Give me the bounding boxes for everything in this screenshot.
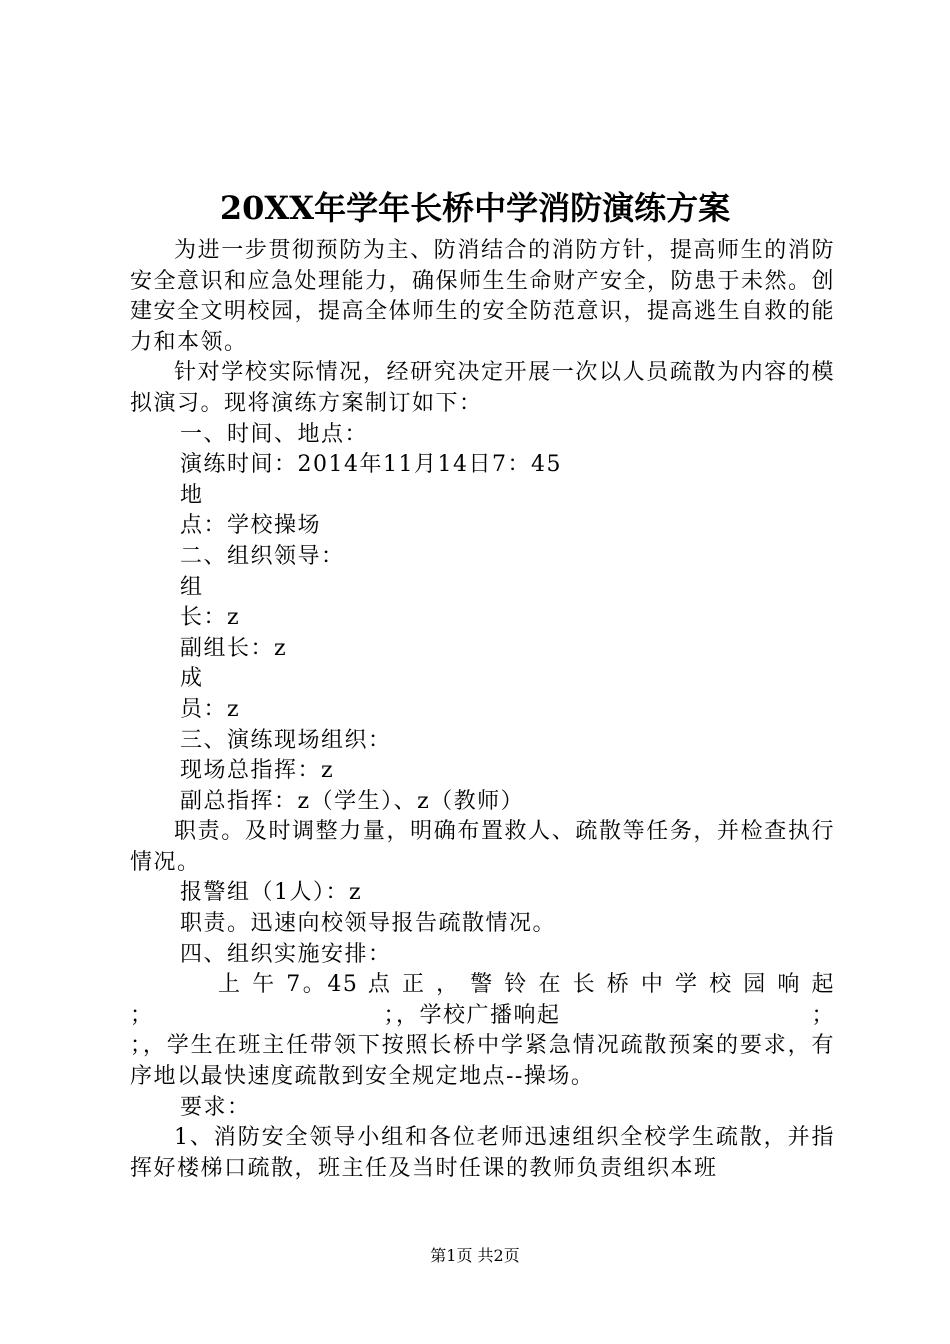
arrangement-line-1: 上 午 7。45 点 正 ， 警 铃 在 长 桥 中 学 校 园 响 起 <box>218 972 835 998</box>
place-line: 点：学校操场 <box>180 513 322 539</box>
deputy-commander-line: 副总指挥：z（学生）、z（教师） <box>180 788 525 814</box>
alarm-group-line: 报警组（1人）：z <box>180 880 363 906</box>
section-heading-arrangement: 四、组织实施安排： <box>180 941 392 967</box>
leader-label-fragment: 组 <box>180 574 204 600</box>
requirements-label: 要求： <box>180 1094 251 1120</box>
chief-commander-line: 现场总指挥：z <box>180 758 335 784</box>
requirement-1: 1、消防安全领导小组和各位老师迅速组织全校学生疏散，并指挥好楼梯口疏散，班主任及当时任课的教师负责组织本班 <box>130 1125 835 1181</box>
document-body <box>130 236 835 1184</box>
deputy-leader-line: 副组长：z <box>180 635 288 661</box>
paragraph-purpose: 针对学校实际情况，经研究决定开展一次以人员疏散为内容的模拟演习。现将演练方案制订如下： <box>130 360 835 416</box>
drill-time-line: 演练时间：2014年11月14日7：45 <box>180 452 562 478</box>
place-label-fragment: 地 <box>180 482 204 508</box>
member-label-fragment: 成 <box>180 666 204 692</box>
duty-line-2: 职责。迅速向校领导报告疏散情况。 <box>180 911 557 937</box>
paragraph-intro: 为进一步贯彻预防为主、防消结合的消防方针，提高师生的消防安全意识和应急处理能力，确保师生生命财产安全，防患于未然。创建安全文明校园，提高全体师生的安全防范意识，提高逃生自救的能力和本领。 <box>130 238 836 355</box>
section-heading-time-place: 一、时间、地点： <box>180 421 369 447</box>
section-heading-organization: 二、组织领导： <box>180 543 345 569</box>
leader-line: 长：z <box>180 605 241 631</box>
duty-paragraph-1: 职责。及时调整力量，明确布置救人、疏散等任务，并检查执行情况。 <box>130 819 835 875</box>
section-heading-site: 三、演练现场组织： <box>180 727 392 753</box>
arrangement-semicolon-c: ； <box>811 1002 835 1028</box>
member-line: 员：z <box>180 696 241 722</box>
document-title: 20XX年学年长桥中学消防演练方案 <box>219 189 731 227</box>
arrangement-semicolon-a: ； <box>130 1002 154 1028</box>
arrangement-line-2 <box>130 1001 835 1032</box>
arrangement-rest: ；，学生在班主任带领下按照长桥中学紧急情况疏散预案的要求，有序地以最快速度疏散到安全规定地点--操场。 <box>130 1033 835 1090</box>
arrangement-broadcast: ；，学校广播响起 <box>383 1002 561 1028</box>
page-footer: 第1页 共2页 <box>430 1246 520 1265</box>
